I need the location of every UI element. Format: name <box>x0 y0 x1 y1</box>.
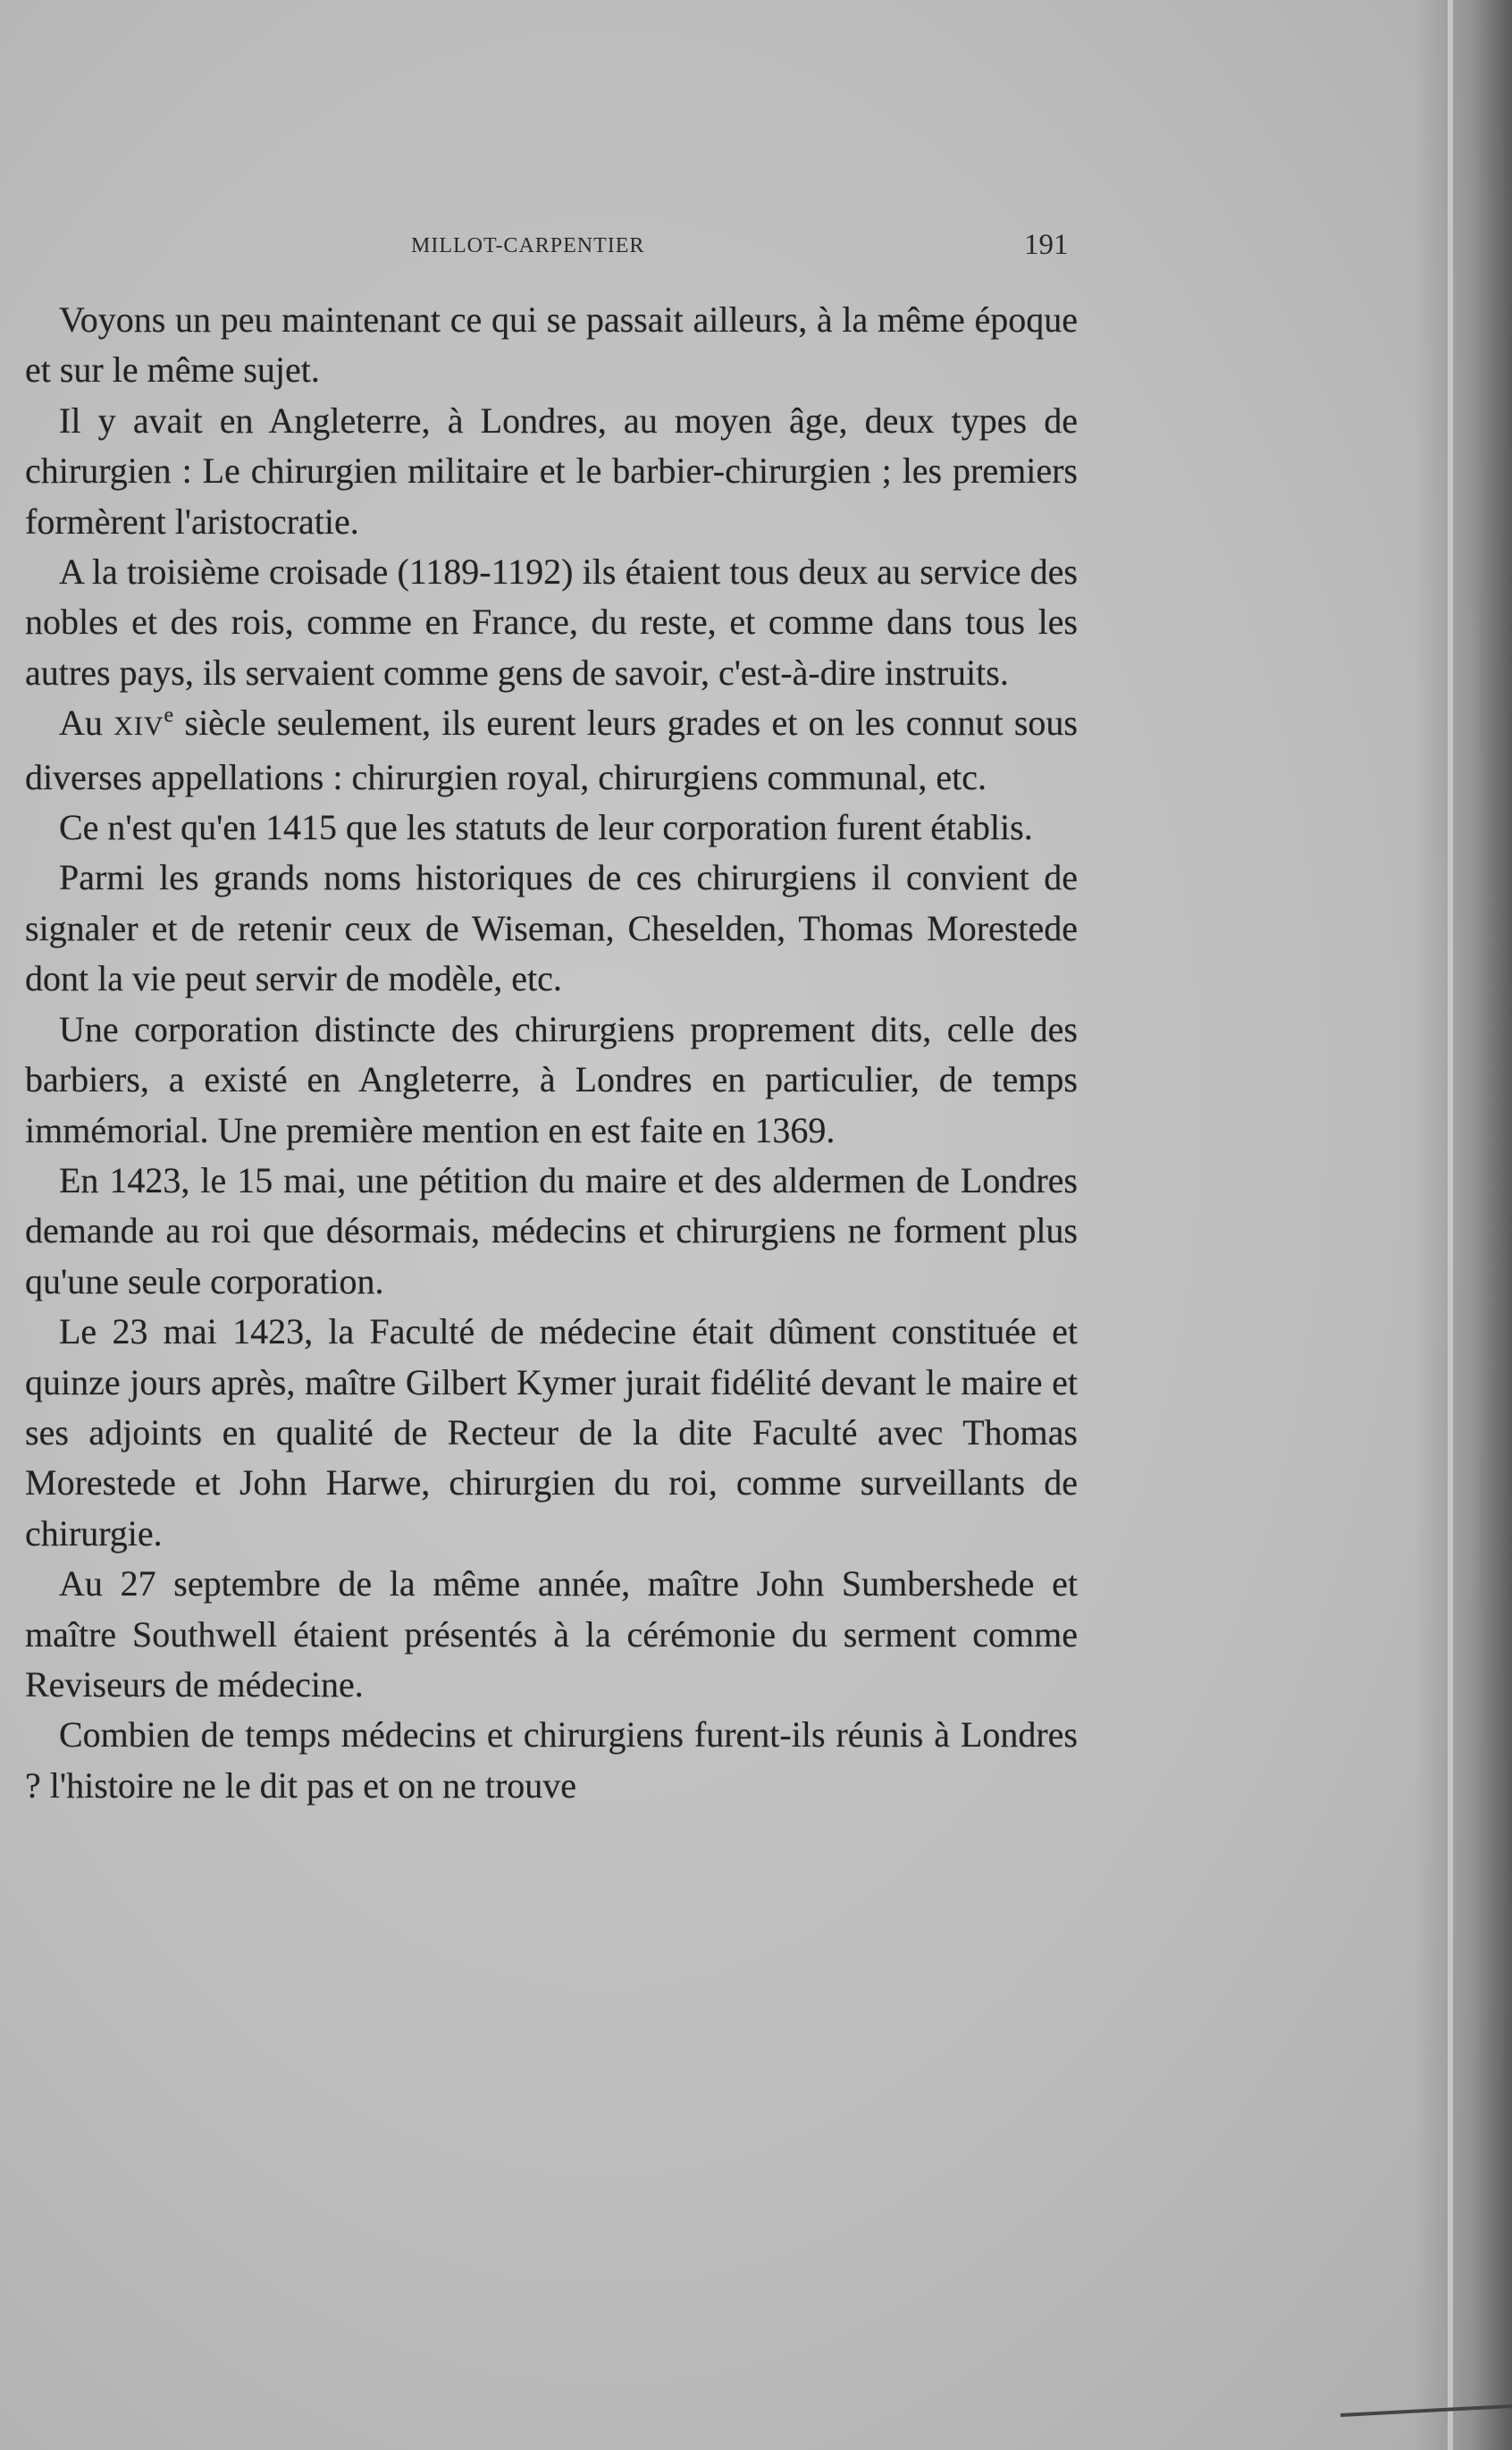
paragraph-text: siècle seulement, ils eurent leurs grades et on les connut sous diverses appellations : chirurgien royal, chirurgiens communal, etc. <box>25 703 1079 797</box>
paragraph: Au 27 septembre de la même année, maître John Sumbershede et maître Southwell étaient présentés à la cérémonie du serment comme Reviseurs de médecine. <box>25 1563 1078 1705</box>
paragraph: Il y avait en Angleterre, à Londres, au moyen âge, deux types de chirurgien : Le chirurgien militaire et le barbier-chirurgien ; les premiers formèrent l'aristocratie. <box>25 400 1078 542</box>
paragraph <box>25 698 1078 803</box>
paragraph: En 1423, le 15 mai, une pétition du maire et des aldermen de Londres demande au roi que désormais, médecins et chirurgiens ne forment plus qu'une seule corporation. <box>25 1159 1078 1301</box>
running-head <box>0 229 1512 270</box>
paragraph: A la troisième croisade (1189-1192) ils étaient tous deux au service des nobles et des rois, comme en France, du reste, et comme dans tous les autres pays, ils servaient comme gens de savoir, c'est-à-dire instruits. <box>25 551 1078 693</box>
paragraph: Combien de temps médecins et chirurgiens furent-ils réunis à Londres ? l'histoire ne le dit pas et on ne trouve <box>25 1714 1078 1806</box>
paragraph-text: Au <box>59 703 114 744</box>
paragraph: Une corporation distincte des chirurgiens proprement dits, celle des barbiers, a existé en Angleterre, à Londres en particulier, de temps immémorial. Une première mention en est faite en 1369. <box>25 1008 1078 1150</box>
paragraph: Parmi les grands noms historiques de ces chirurgiens il convient de signaler et de retenir ceux de Wiseman, Cheselden, Thomas Morestede dont la vie peut servir de modèle, etc. <box>25 857 1078 999</box>
paragraph: Le 23 mai 1423, la Faculté de médecine était dûment constituée et quinze jours après, maître Gilbert Kymer jurait fidélité devant le maire et ses adjoints en qualité de Recteur de la dite Faculté avec Thomas Morestede et John Harwe, chirurgien du roi, comme surveillants de chirurgie. <box>25 1311 1078 1553</box>
century-numeral: XIV <box>113 711 164 742</box>
century-superscript: e <box>164 703 174 728</box>
paragraph: Voyons un peu maintenant ce qui se passait ailleurs, à la même époque et sur le même sujet. <box>25 299 1078 391</box>
paragraph: Ce n'est qu'en 1415 que les statuts de leur corporation furent établis. <box>59 807 1033 848</box>
page-number: 191 <box>1024 229 1069 261</box>
body-text <box>25 295 1078 1811</box>
page-edge-line <box>1448 0 1453 2450</box>
page-edge-shadow <box>1414 0 1512 2450</box>
running-title: MILLOT-CARPENTIER <box>411 234 645 257</box>
